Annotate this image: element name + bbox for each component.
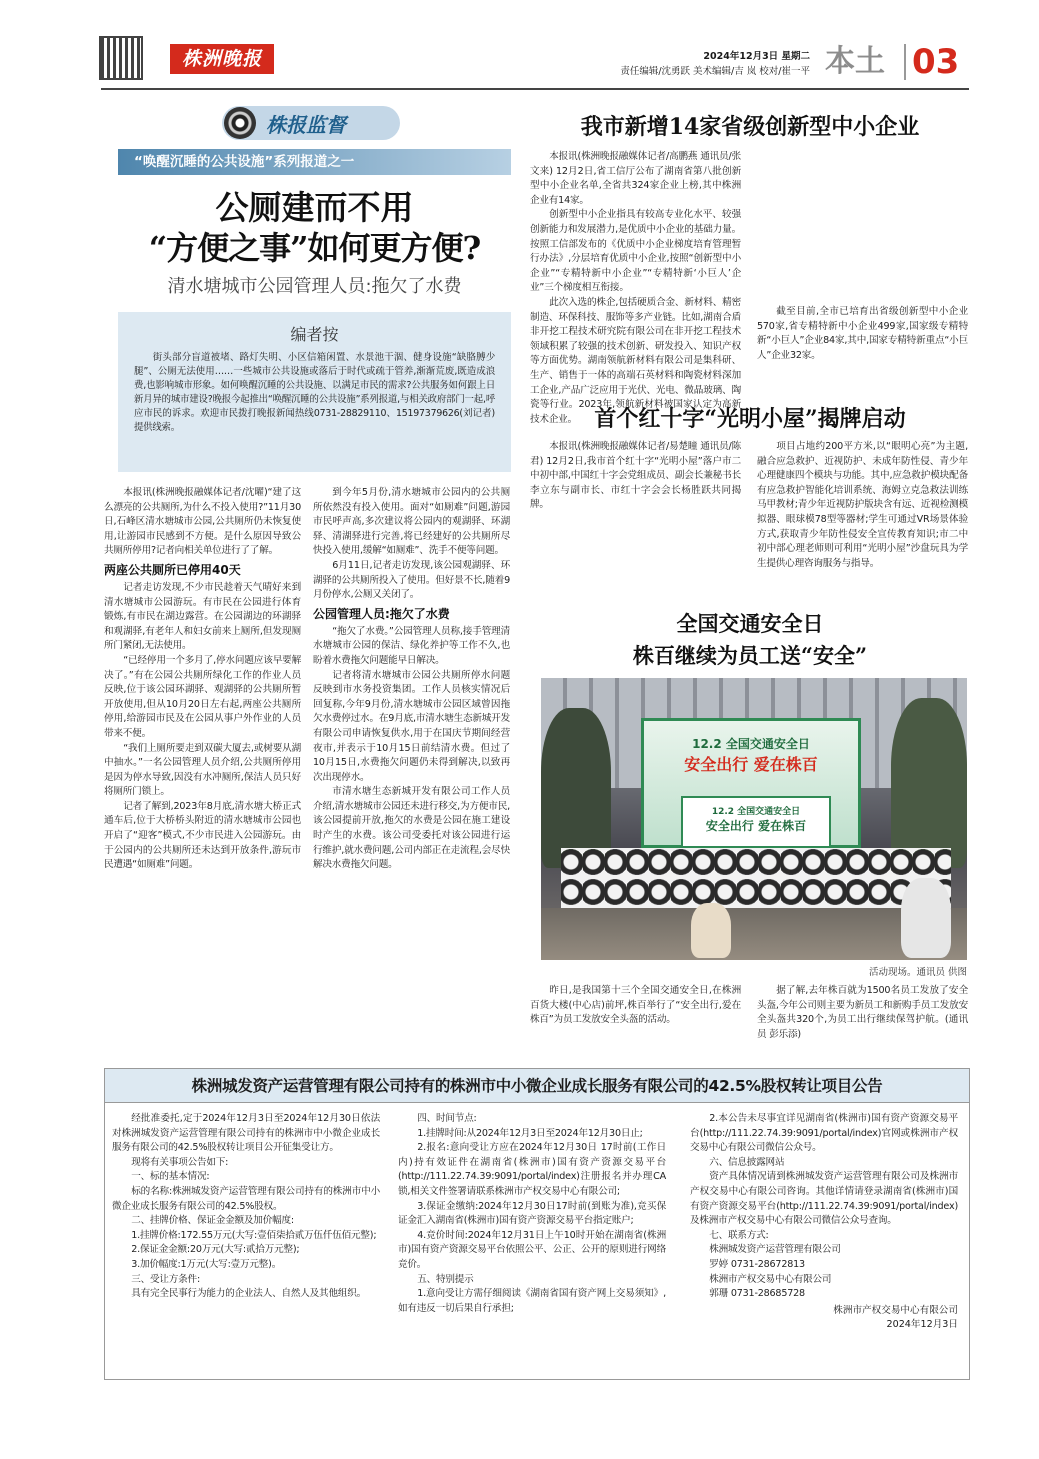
- editors-line: 责任编辑/沈勇跃 美术编辑/吉 岚 校对/崔一平: [620, 66, 810, 77]
- story2-paragraph: 截至目前,全市已培育出省级创新型中小企业570家,省专精特新中小企业499家,国家级专精特新“小巨人”企业84家,其中,国家专精特新重点“小巨人”企业32家。: [757, 306, 968, 361]
- story1-headline-1: 公厕建而不用: [215, 188, 414, 227]
- story1-paragraph: 记者了解到,2023年8月底,清水塘大桥正式通车后,位于大桥桥头附近的清水塘城市公园也开启了“迎客”模式,不少市民进入公园游玩。由于公园内的公共厕所还未达到开放条件,游玩市民遭遇“如厕难”问题。: [104, 800, 301, 871]
- editor-note-box: [118, 312, 511, 472]
- story1-subtitle: 清水塘城市公园管理人员:拖欠了水费: [167, 276, 462, 297]
- story2-column-2: [757, 305, 968, 363]
- notice-signature: 株洲市产权交易中心有限公司: [833, 1304, 958, 1316]
- notice-line: 2.报名:意向受让方应在2024年12月30日 17时前(工作日内)持有效证件在湖南省(株洲市)国有资产资源交易平台(http://111.22.74.39:9091/portal/index)注册报名并办理CA锁,相关文件签署请联系株洲市产权交易中心有限公司;: [398, 1142, 666, 1197]
- story1-paragraph: “拖欠了水费。”公园管理人员称,接手管理清水塘城市公园的保洁、绿化养护等工作不久,也盼着水费拖欠问题能早日解决。: [313, 625, 510, 666]
- story3-headline: 首个红十字“光明小屋”揭牌启动: [594, 406, 906, 432]
- notice-line: 六、信息披露网站: [709, 1156, 785, 1168]
- watchdog-badge-label: 株报监督: [266, 113, 346, 137]
- notice-line: 1.意向受让方需仔细阅读《湖南省国有资产网上交易须知》,如有违反一切后果自行承担;: [398, 1288, 666, 1314]
- story1-paragraph: 本报讯(株洲晚报融媒体记者/沈曜)“建了这么漂亮的公共厕所,为什么不投入使用?”11月30日,石峰区清水塘城市公园,公共厕所仍未恢复使用,让游园市民感到不方便。是什么原因导致公共厕所停用?记者向相关单位进行了了解。: [104, 487, 301, 557]
- story4-headline-1: 全国交通安全日: [676, 611, 824, 636]
- camera-lens-icon: [224, 107, 256, 139]
- story1-column-1: [104, 486, 301, 873]
- tree-right: [891, 698, 967, 868]
- story1-subhead-2: 公园管理人员:拖欠了水费: [313, 606, 450, 621]
- editor-note-text: 街头部分盲道被堵、路灯失明、小区信箱闲置、水景池干涸、健身设施“缺胳膊少腿”、公厕无法使用……一些城市公共设施或落后于时代或疏于管养,渐渐荒废,既造成浪费,也影响城市形象。如何唤醒沉睡的公共设施、以满足市民的需求?公共服务如何跟上日新月异的城市建设?晚报今起推出“唤醒沉睡的公共设施”系列报道,与相关政府部门一起,呼应市民的诉求。欢迎市民拨打晚报新闻热线0731-28829110、15197379626(刘记者)提供线索。: [134, 352, 495, 433]
- story2-paragraph: 创新型中小企业指具有较高专业化水平、较强创新能力和发展潜力,是优质中小企业的基础力量。按照工信部发布的《优质中小企业梯度培育管理暂行办法》,分层培育优质中小企业,按照“创新型中小企业”“专精特新中小企业”“专精特新‘小巨人’企业”三个梯度相互衔接。: [530, 209, 741, 294]
- notice-line: 四、时间节点:: [417, 1113, 477, 1124]
- notice-line: 资产具体情况请到株洲城发资产运营管理有限公司及株洲市产权交易中心有限公司咨询。其他详情请登录湖南省(株洲市)国有资产资源交易平台(http://111.22.74.39:9091/portal/index)及株洲市产权交易中心有限公司微信公众号查询。: [690, 1171, 958, 1227]
- stage-sign-line-2: 安全出行 爱在株百: [705, 819, 807, 833]
- header-rule: [101, 88, 969, 90]
- story2-headline: 我市新增14家省级创新型中小企业: [580, 114, 920, 140]
- notice-line: 1.挂牌时间:从2024年12月3日至2024年12月30日止;: [417, 1127, 643, 1139]
- story4-column-1: [530, 984, 741, 1028]
- notice-line: 罗婷 0731-28672813: [709, 1258, 805, 1270]
- event-photo: [541, 678, 967, 960]
- page-number: 03: [912, 42, 960, 82]
- stage-sign-line-1: 12.2 全国交通安全日: [711, 807, 801, 817]
- photo-caption: 活动现场。通讯员 供图: [868, 967, 967, 978]
- section-name: 本土: [825, 44, 885, 79]
- story4-headline-2: 株百继续为员工送“安全”: [632, 643, 868, 668]
- notice-line: 二、挂牌价格、保证金金额及加价幅度:: [131, 1215, 294, 1227]
- notice-line: 2.本公告未尽事宜详见湖南省(株洲市)国有资产资源交易平台(http://111.22.74.39:9091/portal/index)官网或株洲市产权交易中心有限公司微信公众号。: [690, 1113, 958, 1154]
- story1-paragraph: 市清水塘生态新城开发有限公司工作人员介绍,清水塘城市公园还未进行移交,为方便市民,该公园提前开放,拖欠的水费是公园在施工建设时产生的水费。该公司受委托对该公园进行运行维护,就水费问题,公司内部正在走流程,会尽快解决水费拖欠问题。: [313, 786, 510, 871]
- story1-paragraph: “我们上厕所要走到双碳大厦去,或树要从湖中抽水。”一名公园管理人员介绍,公共厕所停用是因为停水导致,因没有水冲厕所,保洁人员只好将厕所门锁上。: [104, 742, 301, 798]
- story2-paragraph: 此次入选的株企,包括硬质合金、新材料、精密制造、环保科技、服饰等多产业链。比如,湖南合盾非开挖工程技术研究院有限公司在非开挖工程技术领域积累了较强的技术创新、研发投入、知识产权等方面优势。湖南领航新材料有限公司是集科研、生产、销售于一体的高端石英材料和陶瓷材料深加工企业,产品广泛应用于光伏、光电、微晶玻璃、陶瓷等行业。2023年,领航新材料被国家认定为高新技术企业。: [530, 296, 741, 425]
- story3-paragraph: 本报讯(株洲晚报融媒体记者/易楚瞳 通讯员/陈君) 12月2日,我市首个红十字“光明小屋”落户市二中初中部,中国红十字会党组成员、副会长兼秘书长李立东与副市长、市红十字会会长杨胜跃共同揭牌。: [530, 441, 741, 511]
- notice-column-1: [112, 1112, 380, 1302]
- watchdog-badge: [222, 106, 400, 140]
- story3-paragraph: 项目占地约200平方米,以“眼明心亮”为主题,融合应急救护、近视防护、未成年防性侵、青少年心理健康四个模块与功能。其中,应急救护模块配备有应急救护智能化培训系统、海姆立克急救法训练马甲教材;青少年近视防护版块含有远、近视检测模拟器、眼球模78型等器材;学生可通过VR场景体验方式,获取青少年防性侵安全宣传教育知识;市二中初中部心理老师则可利用“光明小屋”沙盘玩具为学生提供心理咨询服务与指导。: [757, 441, 968, 569]
- crowd: [561, 848, 951, 908]
- story1-paragraph: 记者将清水塘城市公园公共厕所停水问题反映到市水务投资集团。工作人员核实情况后回复称,今年9月份,清水塘城市公园区域曾因拖欠水费停过水。在9月底,市清水塘生态新城开发有限公司申请恢复供水,用于在国庆节期间经营夜市,并表示于10月15日前结清水费。但过了10月15日,水费拖欠问题仍未得到解决,以致再次出现停水。: [313, 669, 510, 783]
- notice-date: 2024年12月3日: [886, 1319, 958, 1331]
- story1-paragraph: “已经停用一个多月了,停水问题应该早要解决了。”有在公园公共厕所绿化工作的作业人员反映,位于该公园环湖驿、观湖驿的公共厕所暂开放使用,但从10月20日左右起,两座公共厕所停用,给游园市民及在公园从事户外作业的人员带来不便。: [104, 654, 301, 739]
- notice-line: 标的名称:株洲城发资产运营管理有限公司持有的株洲市中小微企业成长服务有限公司的42.5%股权。: [112, 1185, 380, 1212]
- section-divider: [904, 44, 906, 80]
- editor-note-title: 编者按: [290, 325, 339, 344]
- notice-line: 株洲市产权交易中心有限公司: [709, 1273, 832, 1285]
- qr-code-icon: [101, 38, 141, 78]
- notice-line: 一、标的基本情况:: [131, 1171, 210, 1183]
- notice-line: 株洲城发资产运营管理有限公司: [709, 1244, 841, 1256]
- scooter: [901, 878, 951, 958]
- notice-column-2: [398, 1112, 666, 1316]
- notice-line: 三、受让方条件:: [131, 1273, 200, 1285]
- tree-left: [541, 708, 611, 868]
- issue-date: 2024年12月3日 星期二: [703, 51, 810, 62]
- notice-line: 五、特别提示: [417, 1273, 474, 1285]
- series-title-bar: “唤醒沉睡的公共设施”系列报道之一: [118, 149, 511, 175]
- notice-column-3: [690, 1112, 958, 1333]
- story4-paragraph: 据了解,去年株百就为1500名员工发放了安全头盔,今年公司则主要为新员工和新购手员工发放安全头盔共320个,为员工出行继续保驾护航。(通讯员 彭乐添): [757, 985, 968, 1040]
- notice-line: 3.加价幅度:1万元(大写:壹万元整)。: [131, 1258, 282, 1270]
- story1-paragraph: 6月11日,记者走访发现,该公园观湖驿、环湖驿的公共厕所投入了使用。但好景不长,随着9月份停水,公厕又关闭了。: [313, 559, 510, 601]
- story1-headline-2: “方便之事”如何更方便?: [148, 229, 481, 267]
- story2-column-1: [530, 150, 741, 427]
- notice-line: 七、联系方式:: [709, 1229, 769, 1241]
- story4-paragraph: 昨日,是我国第十三个全国交通安全日,在株洲百货大楼(中心店)前坪,株百举行了“安全出行,爱在株百”为员工发放安全头盔的活动。: [530, 985, 741, 1026]
- story1-column-2: [313, 486, 510, 873]
- story4-column-2: [757, 984, 968, 1042]
- notice-line: 3.保证金缴纳:2024年12月30日17时前(到账为准),竞买保证金汇入湖南省(株洲市)国有资产资源交易平台指定账户;: [398, 1200, 666, 1227]
- notice-line: 2.保证金金额:20万元(大写:贰拾万元整);: [131, 1244, 300, 1256]
- story1-paragraph: 记者走访发现,不少市民趁着天气晴好来到清水塘城市公园游玩。有市民在公园进行体育锻炼,有市民在湖边露营。在公园湖边的环湖驿和观湖驿,有老年人和妇女前来上厕所,但发现厕所门紧闭,无法使用。: [104, 581, 301, 652]
- notice-line: 经批准委托,定于2024年12月3日至2024年12月30日依法对株洲城发资产运营管理有限公司持有的株洲市中小微企业成长服务有限公司的42.5%股权转让项目公开征集受让方。: [112, 1113, 380, 1154]
- notice-line: 4.竞价时间:2024年12月31日上午10时开始在湖南省(株洲市)国有资产资源交易平台依照公平、公正、公开的原则进行网络竞价。: [398, 1229, 666, 1270]
- stage-sign: [681, 796, 831, 848]
- notice-line: 现将有关事项公告如下:: [131, 1156, 229, 1168]
- story1-paragraph: 到今年5月份,清水塘城市公园内的公共厕所依然没有投入使用。面对“如厕难”问题,游园市民呼声高,多次建议将公园内的观湖驿、环湖驿、清湖驿进行完善,将已经建好的公共厕所尽快投入使用,缓解“如厕难”、洗手不便等问题。: [313, 487, 510, 557]
- newspaper-logo: 株洲晚报: [170, 44, 274, 74]
- story2-paragraph: 本报讯(株洲晚报融媒体记者/高鹏燕 通讯员/张文来) 12月2日,省工信厅公布了湖南省第八批创新型中小企业名单,全省共324家企业上榜,其中株洲企业有14家。: [530, 151, 741, 206]
- backdrop-banner-1: 12.2 全国交通安全日: [692, 737, 810, 751]
- story3-column-1: [530, 440, 741, 513]
- notice-line: 1.挂牌价格:172.55万元(大写:壹佰柒拾贰万伍仟伍佰元整);: [131, 1229, 377, 1241]
- scooter: [691, 903, 731, 958]
- notice-line: 郭珊 0731-28685728: [709, 1288, 805, 1300]
- backdrop-banner-2: 安全出行 爱在株百: [684, 755, 818, 774]
- notice-line: 具有完全民事行为能力的企业法人、自然人及其他组织。: [131, 1288, 367, 1300]
- story3-column-2: [757, 440, 968, 571]
- story1-subhead-1: 两座公共厕所已停用40天: [104, 562, 241, 577]
- notice-title: 株洲城发资产运营管理有限公司持有的株洲市中小微企业成长服务有限公司的42.5%股权转让项目公告: [105, 1069, 969, 1103]
